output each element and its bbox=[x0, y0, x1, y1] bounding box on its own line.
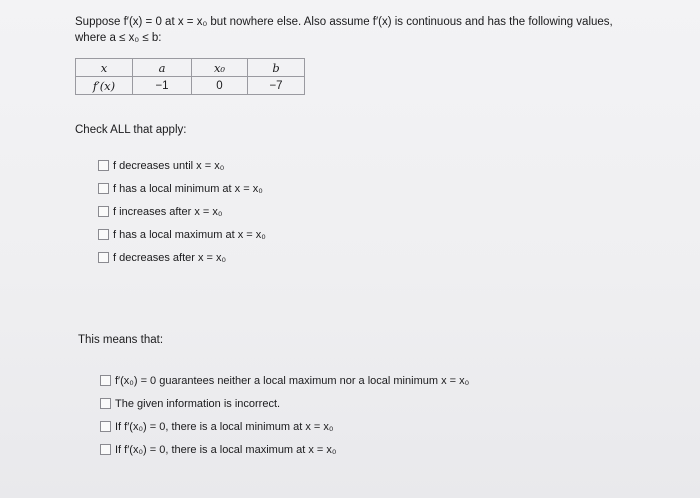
check-option[interactable] bbox=[98, 154, 266, 177]
checkbox[interactable] bbox=[98, 229, 109, 240]
means-option-label: The given information is incorrect. bbox=[115, 397, 281, 410]
table-cell: x₀ bbox=[192, 59, 248, 77]
means-option-label: f′(x₀) = 0 guarantees neither a local maximum nor a local minimum x = x₀ bbox=[115, 374, 470, 387]
check-option-label: f has a local minimum at x = x₀ bbox=[113, 182, 263, 195]
means-option[interactable] bbox=[100, 369, 469, 392]
table-header-row bbox=[76, 59, 305, 77]
check-all-heading: Check ALL that apply: bbox=[75, 124, 187, 136]
checkbox[interactable] bbox=[98, 252, 109, 263]
check-option-label: f has a local maximum at x = x₀ bbox=[113, 228, 266, 241]
check-option-label: f decreases until x = x₀ bbox=[113, 159, 225, 172]
table-cell: f′(x) bbox=[76, 77, 133, 95]
check-option[interactable] bbox=[98, 223, 266, 246]
check-option[interactable] bbox=[98, 177, 266, 200]
check-option-label: f increases after x = x₀ bbox=[113, 205, 223, 218]
table-value-row bbox=[76, 77, 305, 95]
table-cell: a bbox=[133, 59, 192, 77]
checkbox[interactable] bbox=[100, 375, 111, 386]
checkbox[interactable] bbox=[98, 206, 109, 217]
means-option[interactable] bbox=[100, 415, 469, 438]
checkbox[interactable] bbox=[98, 183, 109, 194]
table-cell: −7 bbox=[248, 77, 305, 95]
checkbox[interactable] bbox=[100, 421, 111, 432]
check-option-label: f decreases after x = x₀ bbox=[113, 251, 227, 264]
question-line-1: Suppose f′(x) = 0 at x = x₀ but nowhere else. Also assume f′(x) is continuous and has the following values, bbox=[75, 16, 613, 28]
question-line-2: where a ≤ x₀ ≤ b: bbox=[75, 32, 162, 44]
table-cell: b bbox=[248, 59, 305, 77]
check-all-options bbox=[98, 154, 266, 269]
means-option-label: If f′(x₀) = 0, there is a local minimum at x = x₀ bbox=[115, 420, 334, 433]
check-option[interactable] bbox=[98, 246, 266, 269]
means-option-label: If f′(x₀) = 0, there is a local maximum at x = x₀ bbox=[115, 443, 337, 456]
check-option[interactable] bbox=[98, 200, 266, 223]
table-cell: 0 bbox=[192, 77, 248, 95]
table-cell: −1 bbox=[133, 77, 192, 95]
means-heading: This means that: bbox=[78, 334, 164, 346]
means-options bbox=[100, 369, 469, 461]
values-table bbox=[75, 58, 305, 95]
checkbox[interactable] bbox=[100, 444, 111, 455]
means-option[interactable] bbox=[100, 392, 469, 415]
means-option[interactable] bbox=[100, 438, 469, 461]
checkbox[interactable] bbox=[100, 398, 111, 409]
checkbox[interactable] bbox=[98, 160, 109, 171]
question-text bbox=[75, 14, 685, 46]
table-cell: x bbox=[76, 59, 133, 77]
